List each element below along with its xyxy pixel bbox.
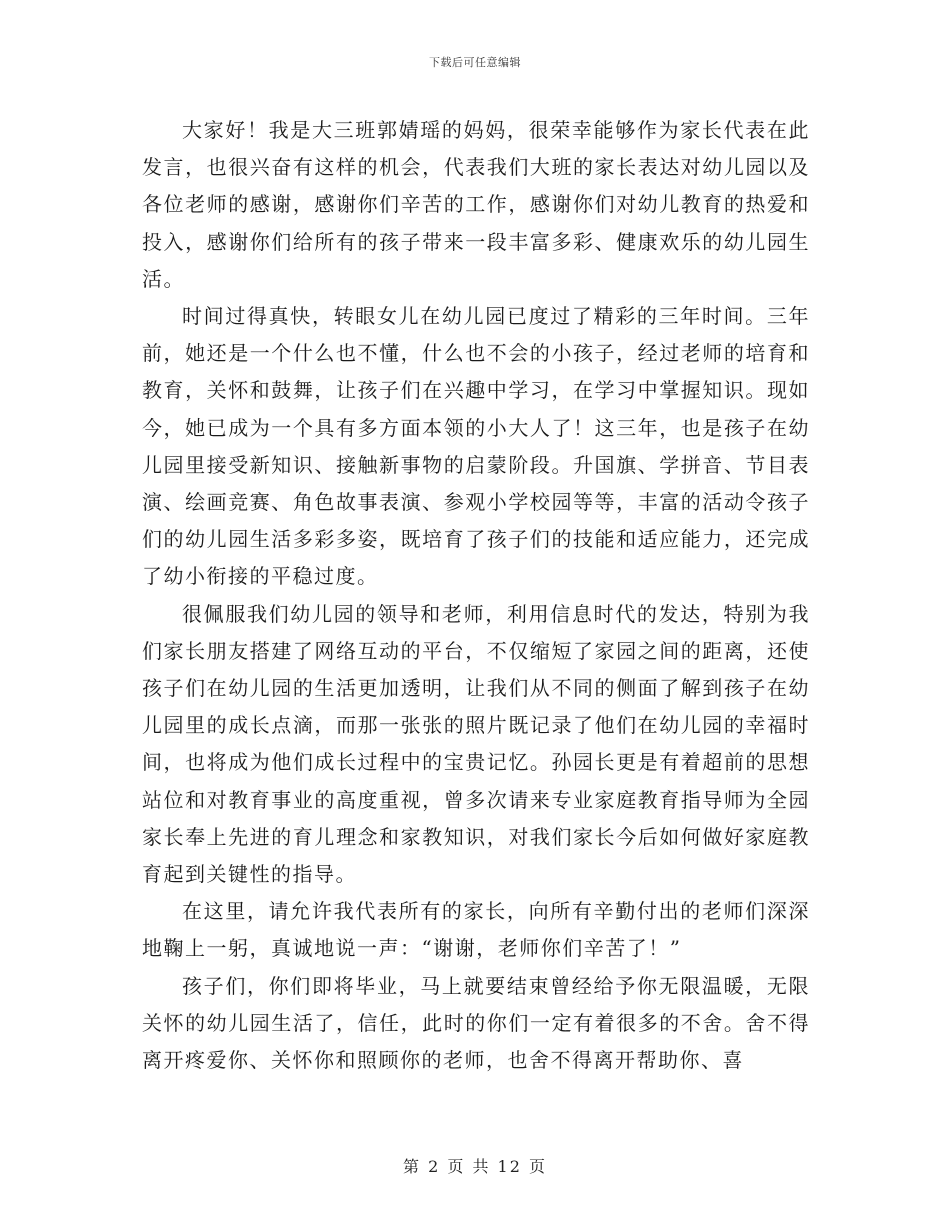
document-body bbox=[142, 112, 810, 1079]
page-header: 下载后可任意编辑 bbox=[429, 56, 521, 69]
paragraph-4: 在这里，请允许我代表所有的家长，向所有辛勤付出的老师们深深地鞠上一躬，真诚地说一声：“谢谢，老师你们辛苦了！” bbox=[142, 899, 810, 961]
paragraph-1: 大家好！我是大三班郭婧瑶的妈妈，很荣幸能够作为家长代表在此发言，也很兴奋有这样的机会，代表我们大班的家长表达对幼儿园以及各位老师的感谢，感谢你们辛苦的工作，感谢你们对幼儿教育的热爱和投入，感谢你们给所有的孩子带来一段丰富多彩、健康欢乐的幼儿园生活。 bbox=[142, 118, 810, 291]
paragraph-2: 时间过得真快，转眼女儿在幼儿园已度过了精彩的三年时间。三年前，她还是一个什么也不懂，什么也不会的小孩子，经过老师的培育和教育，关怀和鼓舞，让孩子们在兴趣中学习，在学习中掌握知识。现如今，她已成为一个具有多方面本领的小大人了！这三年，也是孩子在幼儿园里接受新知识、接触新事物的启蒙阶段。升国旗、学拼音、节目表演、绘画竞赛、角色故事表演、参观小学校园等等，丰富的活动令孩子们的幼儿园生活多彩多姿，既培育了孩子们的技能和适应能力，还完成了幼小衔接的平稳过度。 bbox=[142, 304, 810, 589]
paragraph-3: 很佩服我们幼儿园的领导和老师，利用信息时代的发达，特别为我们家长朋友搭建了网络互动的平台，不仅缩短了家园之间的距离，还使孩子们在幼儿园的生活更加透明，让我们从不同的侧面了解到孩子在幼儿园里的成长点滴，而那一张张的照片既记录了他们在幼儿园的幸福时间，也将成为他们成长过程中的宝贵记忆。孙园长更是有着超前的思想站位和对教育事业的高度重视，曾多次请来专业家庭教育指导师为全园家长奉上先进的育儿理念和家教知识，对我们家长今后如何做好家庭教育起到关键性的指导。 bbox=[142, 601, 810, 887]
paragraph-5: 孩子们，你们即将毕业，马上就要结束曾经给予你无限温暖，无限关怀的幼儿园生活了，信任，此时的你们一定有着很多的不舍。舍不得离开疼爱你、关怀你和照顾你的老师，也舍不得离开帮助你、喜 bbox=[142, 973, 810, 1073]
page-footer: 第 2 页 共 12 页 bbox=[403, 1157, 547, 1176]
